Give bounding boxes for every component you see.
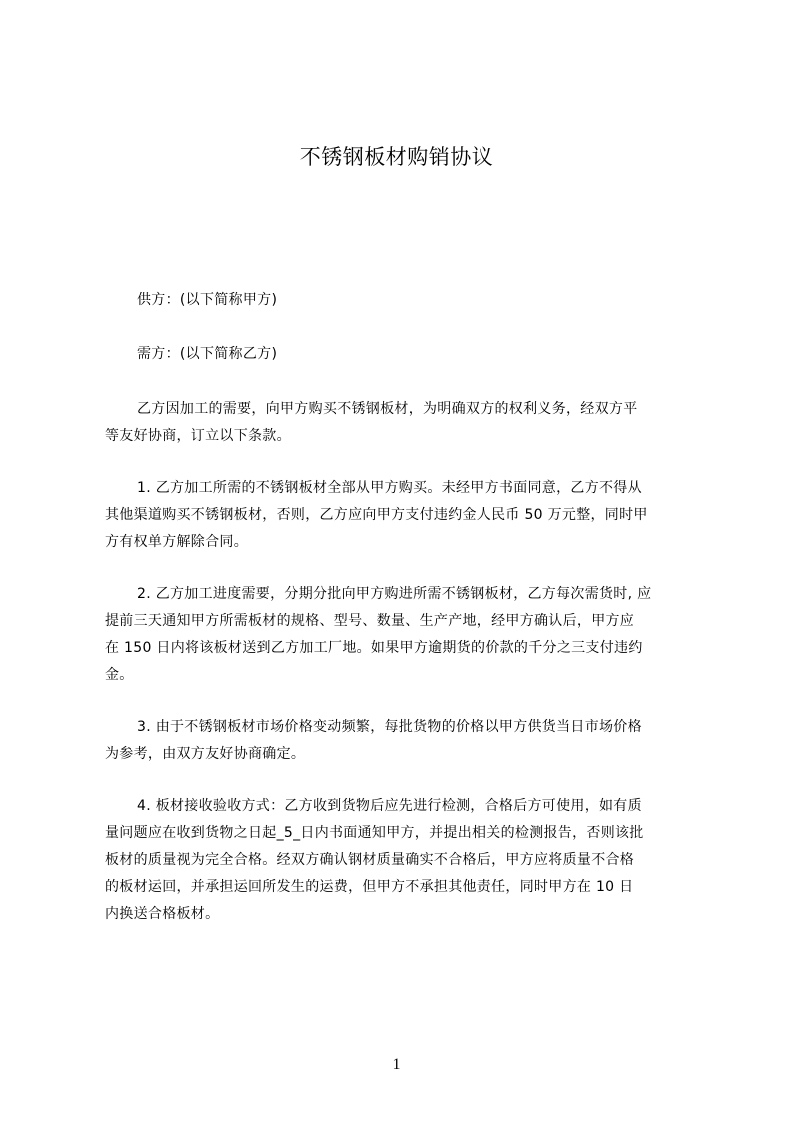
supplier-line: 供方：(以下简称甲方) — [137, 292, 278, 308]
paragraph-line: 2. 乙方加工进度需要，分期分批向甲方购进所需不锈钢板材，乙方每次需货时, 应 — [137, 586, 652, 602]
paragraph-line: 在 150 日内将该板材送到乙方加工厂地。如果甲方逾期货的价款的千分之三支付违约 — [105, 640, 643, 656]
document-title: 不锈钢板材购销协议 — [299, 145, 494, 169]
buyer-line: 需方：(以下简称乙方) — [137, 346, 278, 362]
page-number: 1 — [392, 1056, 401, 1073]
paragraph-line: 的板材运回，并承担运回所发生的运费，但甲方不承担其他责任，同时甲方在 10 日 — [105, 879, 634, 895]
paragraph-line: 乙方因加工的需要，向甲方购买不锈钢板材，为明确双方的权利义务，经双方平 — [137, 401, 638, 417]
paragraph-line: 4. 板材接收验收方式：乙方收到货物后应先进行检测，合格后方可使用，如有质 — [137, 798, 642, 814]
paragraph-line: 3. 由于不锈钢板材市场价格变动频繁，每批货物的价格以甲方供货当日市场价格 — [137, 719, 642, 735]
paragraph-line: 板材的质量视为完全合格。经双方确认钢材质量确实不合格后，甲方应将质量不合格 — [105, 852, 635, 868]
paragraph-line: 内换送合格板材。 — [105, 906, 220, 922]
paragraph-line: 1. 乙方加工所需的不锈钢板材全部从甲方购买。未经甲方书面同意，乙方不得从 — [137, 480, 642, 496]
paragraph-line: 提前三天通知甲方所需板材的规格、型号、数量、生产产地，经甲方确认后，甲方应 — [105, 613, 635, 629]
paragraph-line: 等友好协商，订立以下条款。 — [105, 428, 291, 444]
paragraph-line: 量问题应在收到货物之日起_5_日内书面通知甲方，并提出相关的检测报告，否则该批 — [105, 825, 644, 841]
paragraph-line: 其他渠道购买不锈钢板材，否则，乙方应向甲方支付违约金人民币 50 万元整，同时甲 — [105, 507, 648, 523]
paragraph-line: 金。 — [105, 667, 134, 683]
paragraph-line: 为参考，由双方友好协商确定。 — [105, 746, 306, 762]
paragraph-line: 方有权单方解除合同。 — [105, 534, 248, 550]
